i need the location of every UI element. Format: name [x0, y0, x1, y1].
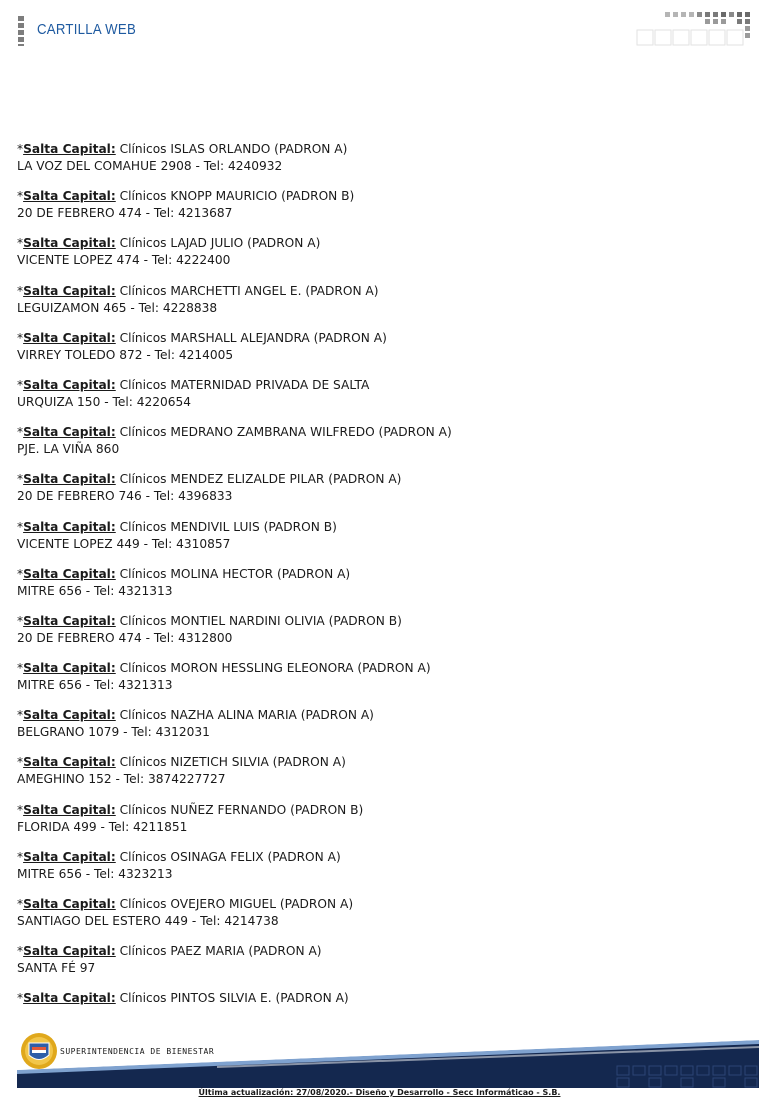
bullet-star: *	[17, 330, 24, 345]
list-item	[17, 330, 737, 364]
provider-name: Clínicos LAJAD JULIO (PADRON A)	[115, 236, 321, 251]
provider-name: Clínicos MEDRANO ZAMBRANA WILFREDO (PADRON A)	[115, 425, 452, 440]
provider-name: Clínicos OVEJERO MIGUEL (PADRON A)	[115, 897, 354, 911]
bullet-star: *	[17, 991, 24, 1006]
list-item	[17, 802, 737, 836]
provider-line	[17, 519, 737, 536]
list-item	[17, 990, 737, 1007]
provider-name: Clínicos PAEZ MARIA (PADRON A)	[115, 944, 322, 959]
provider-line	[17, 283, 737, 300]
provider-line	[17, 707, 737, 724]
address-line: LA VOZ DEL COMAHUE 2908 - Tel: 4240932	[17, 159, 283, 173]
address-line: MITRE 656 - Tel: 4323213	[17, 866, 173, 881]
bullet-star: *	[17, 802, 24, 817]
header-bar-icon	[18, 16, 24, 46]
provider-name: Clínicos PINTOS SILVIA E. (PADRON A)	[115, 991, 349, 1006]
location-label: Salta Capital:	[23, 425, 116, 440]
location-label: Salta Capital:	[23, 283, 116, 298]
list-item	[17, 943, 737, 977]
bullet-star: *	[17, 708, 24, 723]
address-line: FLORIDA 499 - Tel: 4211851	[17, 819, 188, 834]
bullet-star: *	[17, 472, 24, 487]
list-item	[17, 235, 737, 269]
provider-name: Clínicos MORON HESSLING ELEONORA (PADRON A)	[115, 661, 431, 676]
provider-name: Clínicos MATERNIDAD PRIVADA DE SALTA	[115, 377, 370, 392]
address-line: VICENTE LOPEZ 449 - Tel: 4310857	[17, 536, 231, 551]
bullet-star: *	[17, 236, 24, 251]
provider-name: Clínicos ISLAS ORLANDO (PADRON A)	[115, 142, 348, 156]
provider-list	[17, 141, 737, 1021]
provider-name: Clínicos NUÑEZ FERNANDO (PADRON B)	[115, 802, 364, 817]
list-item	[17, 141, 737, 175]
address-line: MITRE 656 - Tel: 4321313	[17, 678, 173, 693]
bullet-star: *	[17, 189, 24, 204]
bullet-star: *	[17, 377, 24, 392]
footer-wave-icon	[17, 1028, 759, 1088]
location-label: Salta Capital:	[23, 755, 116, 770]
list-item	[17, 188, 737, 222]
provider-name: Clínicos MONTIEL NARDINI OLIVIA (PADRON B)	[115, 613, 402, 628]
provider-name: Clínicos MOLINA HECTOR (PADRON A)	[115, 566, 351, 581]
address-line: VIRREY TOLEDO 872 - Tel: 4214005	[17, 347, 234, 362]
provider-name: Clínicos MENDIVIL LUIS (PADRON B)	[115, 519, 337, 534]
location-label: Salta Capital:	[23, 377, 116, 392]
bullet-star: *	[17, 142, 24, 156]
list-item	[17, 566, 737, 600]
list-item	[17, 660, 737, 694]
provider-line	[17, 471, 737, 488]
location-label: Salta Capital:	[23, 613, 116, 628]
location-label: Salta Capital:	[23, 708, 116, 723]
address-line: URQUIZA 150 - Tel: 4220654	[17, 394, 191, 409]
location-label: Salta Capital:	[23, 566, 116, 581]
list-item	[17, 896, 737, 930]
location-label: Salta Capital:	[23, 142, 116, 156]
address-line: MITRE 656 - Tel: 4321313	[17, 583, 173, 598]
address-line: 20 DE FEBRERO 474 - Tel: 4312800	[17, 630, 233, 645]
address-line: BELGRANO 1079 - Tel: 4312031	[17, 725, 210, 740]
list-item	[17, 283, 737, 317]
provider-line	[17, 802, 737, 819]
location-label: Salta Capital:	[23, 897, 116, 911]
provider-name: Clínicos KNOPP MAURICIO (PADRON B)	[115, 189, 355, 204]
location-label: Salta Capital:	[23, 991, 116, 1006]
bullet-star: *	[17, 283, 24, 298]
list-item	[17, 754, 737, 788]
provider-line	[17, 754, 737, 771]
footer-banner	[17, 1028, 759, 1088]
list-item	[17, 707, 737, 741]
bullet-star: *	[17, 849, 24, 864]
bullet-star: *	[17, 519, 24, 534]
bullet-star: *	[17, 566, 24, 581]
address-line: 20 DE FEBRERO 746 - Tel: 4396833	[17, 489, 233, 504]
provider-name: Clínicos MARCHETTI ANGEL E. (PADRON A)	[115, 283, 379, 298]
organization-name: SUPERINTENDENCIA DE BIENESTAR	[60, 1047, 215, 1056]
location-label: Salta Capital:	[23, 849, 116, 864]
list-item	[17, 613, 737, 647]
list-item	[17, 519, 737, 553]
address-line: VICENTE LOPEZ 474 - Tel: 4222400	[17, 253, 231, 268]
address-line: SANTA FÉ 97	[17, 961, 96, 976]
provider-line	[17, 660, 737, 677]
provider-line	[17, 849, 737, 866]
bullet-star: *	[17, 613, 24, 628]
location-label: Salta Capital:	[23, 944, 116, 959]
location-label: Salta Capital:	[23, 236, 116, 251]
bullet-star: *	[17, 944, 24, 959]
location-label: Salta Capital:	[23, 802, 116, 817]
bullet-star: *	[17, 425, 24, 440]
provider-name: Clínicos MENDEZ ELIZALDE PILAR (PADRON A)	[115, 472, 402, 487]
provider-line	[17, 235, 737, 252]
location-label: Salta Capital:	[23, 472, 116, 487]
provider-line	[17, 188, 737, 205]
page-title: CARTILLA WEB	[37, 21, 137, 38]
footer-update-text: Última actualización: 27/08/2020.- Diseño y Desarrollo - Secc Informáticao - S.B.	[198, 1088, 561, 1097]
list-item	[17, 424, 737, 458]
location-label: Salta Capital:	[23, 330, 116, 345]
provider-name: Clínicos OSINAGA FELIX (PADRON A)	[115, 849, 341, 864]
address-line: PJE. LA VIÑA 860	[17, 442, 120, 457]
location-label: Salta Capital:	[23, 661, 116, 676]
provider-line	[17, 141, 737, 158]
bullet-star: *	[17, 755, 24, 770]
address-line: 20 DE FEBRERO 474 - Tel: 4213687	[17, 206, 233, 221]
provider-line	[17, 377, 737, 394]
seal-logo-icon	[20, 1031, 58, 1071]
provider-line	[17, 330, 737, 347]
provider-name: Clínicos NAZHA ALINA MARIA (PADRON A)	[115, 708, 374, 723]
location-label: Salta Capital:	[23, 189, 116, 204]
bullet-star: *	[17, 661, 24, 676]
list-item	[17, 849, 737, 883]
bullet-star: *	[17, 897, 24, 911]
provider-line	[17, 943, 737, 960]
provider-line	[17, 613, 737, 630]
address-line: AMEGHINO 152 - Tel: 3874227727	[17, 772, 226, 787]
address-line: SANTIAGO DEL ESTERO 449 - Tel: 4214738	[17, 914, 279, 928]
provider-line	[17, 896, 737, 913]
address-line: LEGUIZAMON 465 - Tel: 4228838	[17, 300, 218, 315]
provider-line	[17, 990, 737, 1007]
header-pattern-icon	[635, 10, 759, 48]
provider-name: Clínicos NIZETICH SILVIA (PADRON A)	[115, 755, 346, 770]
list-item	[17, 471, 737, 505]
provider-name: Clínicos MARSHALL ALEJANDRA (PADRON A)	[115, 330, 387, 345]
provider-line	[17, 566, 737, 583]
provider-line	[17, 424, 737, 441]
location-label: Salta Capital:	[23, 519, 116, 534]
list-item	[17, 377, 737, 411]
